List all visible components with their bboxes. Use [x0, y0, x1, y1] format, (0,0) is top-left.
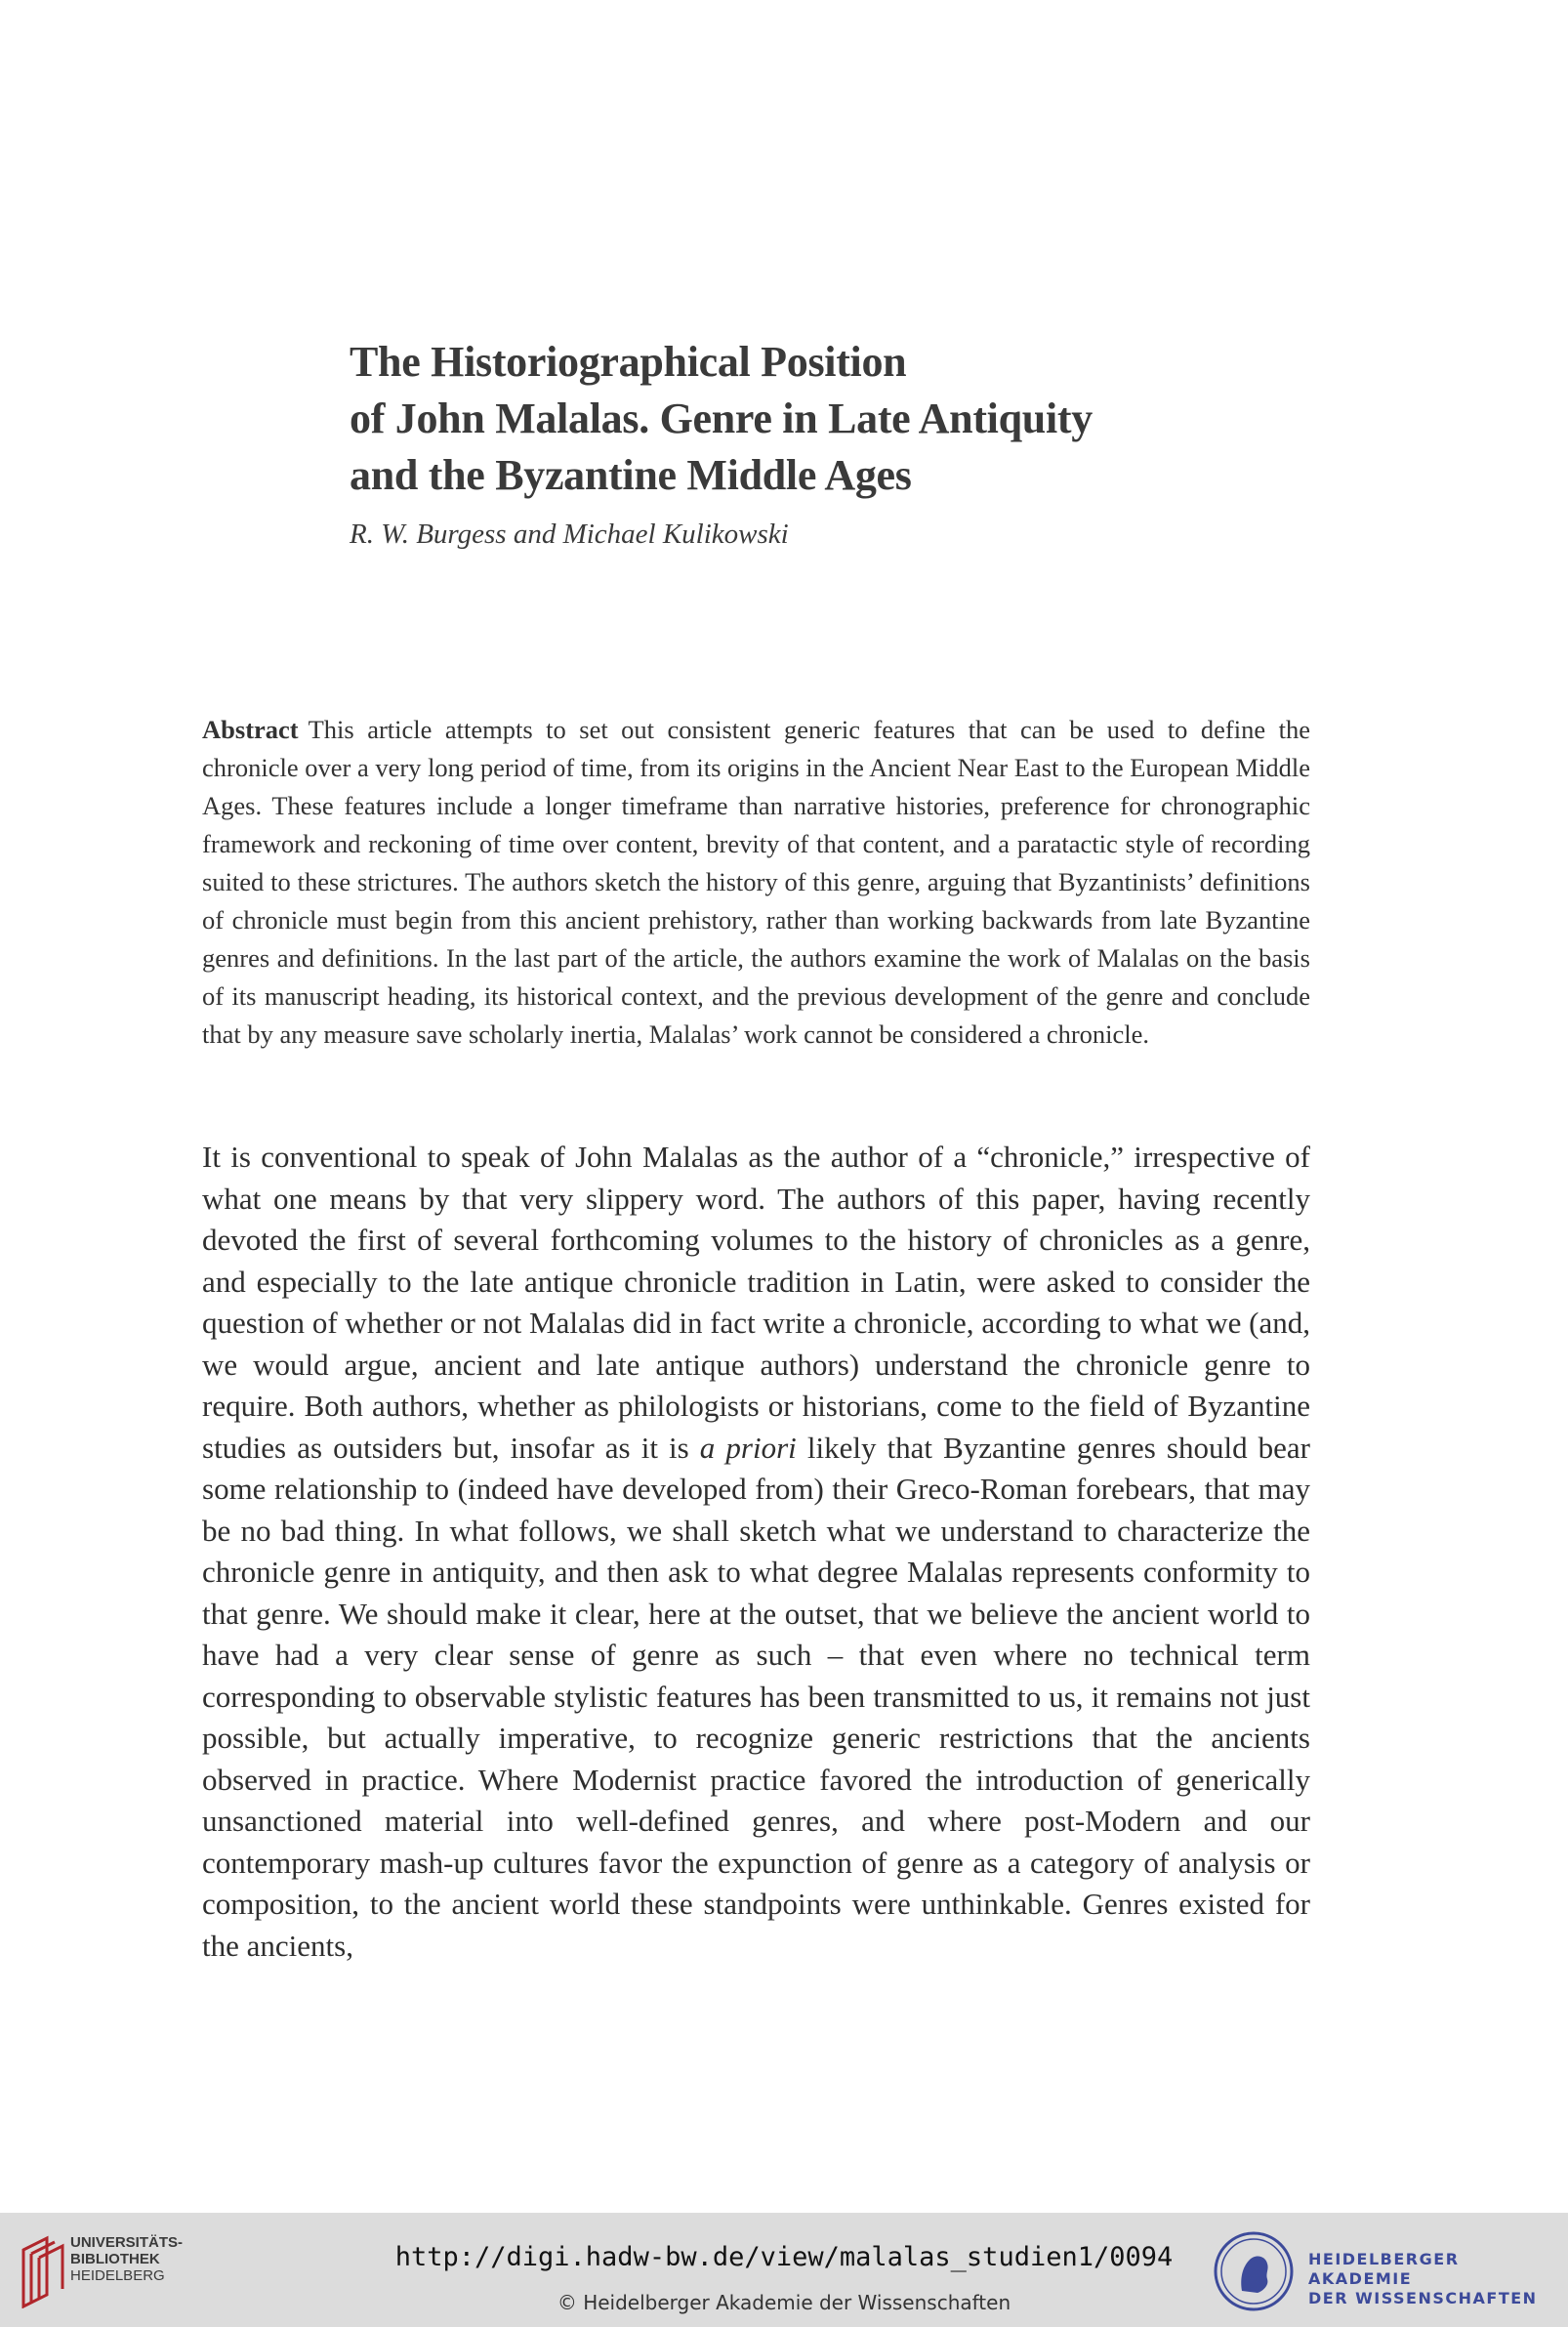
library-line-3: HEIDELBERG — [70, 2267, 165, 2284]
library-line-1: UNIVERSITÄTS- — [70, 2234, 184, 2251]
abstract-paragraph — [202, 711, 1310, 1054]
abstract-text: This article attempts to set out consistent generic features that can be used to define the chronicle over a very long period of time, from its origins in the Ancient Near East to the European Middle Ages. These features include a longer timeframe than narrative histories, preference for chronographic framework and reckoning of time over content, brevity of that content, and a paratactic style of recording suited to these strictures. The authors sketch the history of this genre, arguing that Byzantinists’ definitions of chronicle must begin from this ancient prehistory, rather than working backwards from late Byzantine genres and definitions. In the last part of the article, the authors examine the work of Malalas on the basis of its manuscript heading, its historical context, and the previous development of the genre and conclude that by any measure save scholarly inertia, Malalas’ work cannot be considered a chronicle. — [202, 715, 1310, 1049]
body-text-part1: It is conventional to speak of John Malalas as the author of a “chronicle,” irrespective of what one means by that very slippery word. The authors of this paper, having recently devoted the first of several forthcoming volumes to the history of chronicles as a genre, and especially to the late antique chronicle tradition in Latin, were asked to consider the question of whether or not Malalas did in fact write a chronicle, according to what we (and, we would argue, ancient and late antique authors) understand the chronicle genre to require. Both authors, whether as philologists or historians, come to the field of Byzantine studies as outsiders but, insofar as it is — [202, 1140, 1310, 1465]
title-line-1: The Historiographical Position — [350, 338, 907, 386]
abstract-label: Abstract — [202, 715, 299, 744]
title-line-3: and the Byzantine Middle Ages — [350, 451, 912, 499]
library-line-2: BIBLIOTHEK — [70, 2251, 160, 2267]
title-line-2: of John Malalas. Genre in Late Antiquity — [350, 395, 1093, 442]
body-text-italic: a priori — [699, 1430, 797, 1465]
academy-seal-icon — [1213, 2230, 1295, 2312]
footer-band — [0, 2213, 1568, 2327]
body-paragraph — [202, 1137, 1310, 1967]
body-text-part2: likely that Byzantine genres should bear some relationship to (indeed have developed from) their Greco-Roman forebears, that may be no bad thing. In what follows, we shall sketch what we understand to characterize the chronicle genre in antiquity, and then ask to what degree Malalas represents conformity to that genre. We should make it clear, here at the outset, that we believe the ancient world to have had a very clear sense of genre as such – that even where no technical term corresponding to observable stylistic features has been transmitted to us, it remains not just possible, but actually imperative, to recognize generic restrictions that the ancients observed in practice. Where Modernist practice favored the introduction of generically unsanctioned material into well-defined genres, and where post-Modern and our contemporary mash-up cultures favor the expunction of genre as a category of analysis or composition, to the ancient world these standpoints were unthinkable. Genres existed for the ancients, — [202, 1430, 1310, 1963]
academy-line-2: DER WISSENSCHAFTEN — [1308, 2289, 1538, 2307]
article-title — [350, 334, 1228, 504]
copyright-notice: © Heidelberger Akademie der Wissenschaften — [557, 2291, 1011, 2314]
article-authors: R. W. Burgess and Michael Kulikowski — [350, 519, 789, 550]
academy-name — [1308, 2250, 1568, 2308]
digital-url-link[interactable]: http://digi.hadw-bw.de/view/malalas_studien1/0094 — [394, 2242, 1174, 2272]
academy-line-1: HEIDELBERGER AKADEMIE — [1308, 2250, 1460, 2288]
